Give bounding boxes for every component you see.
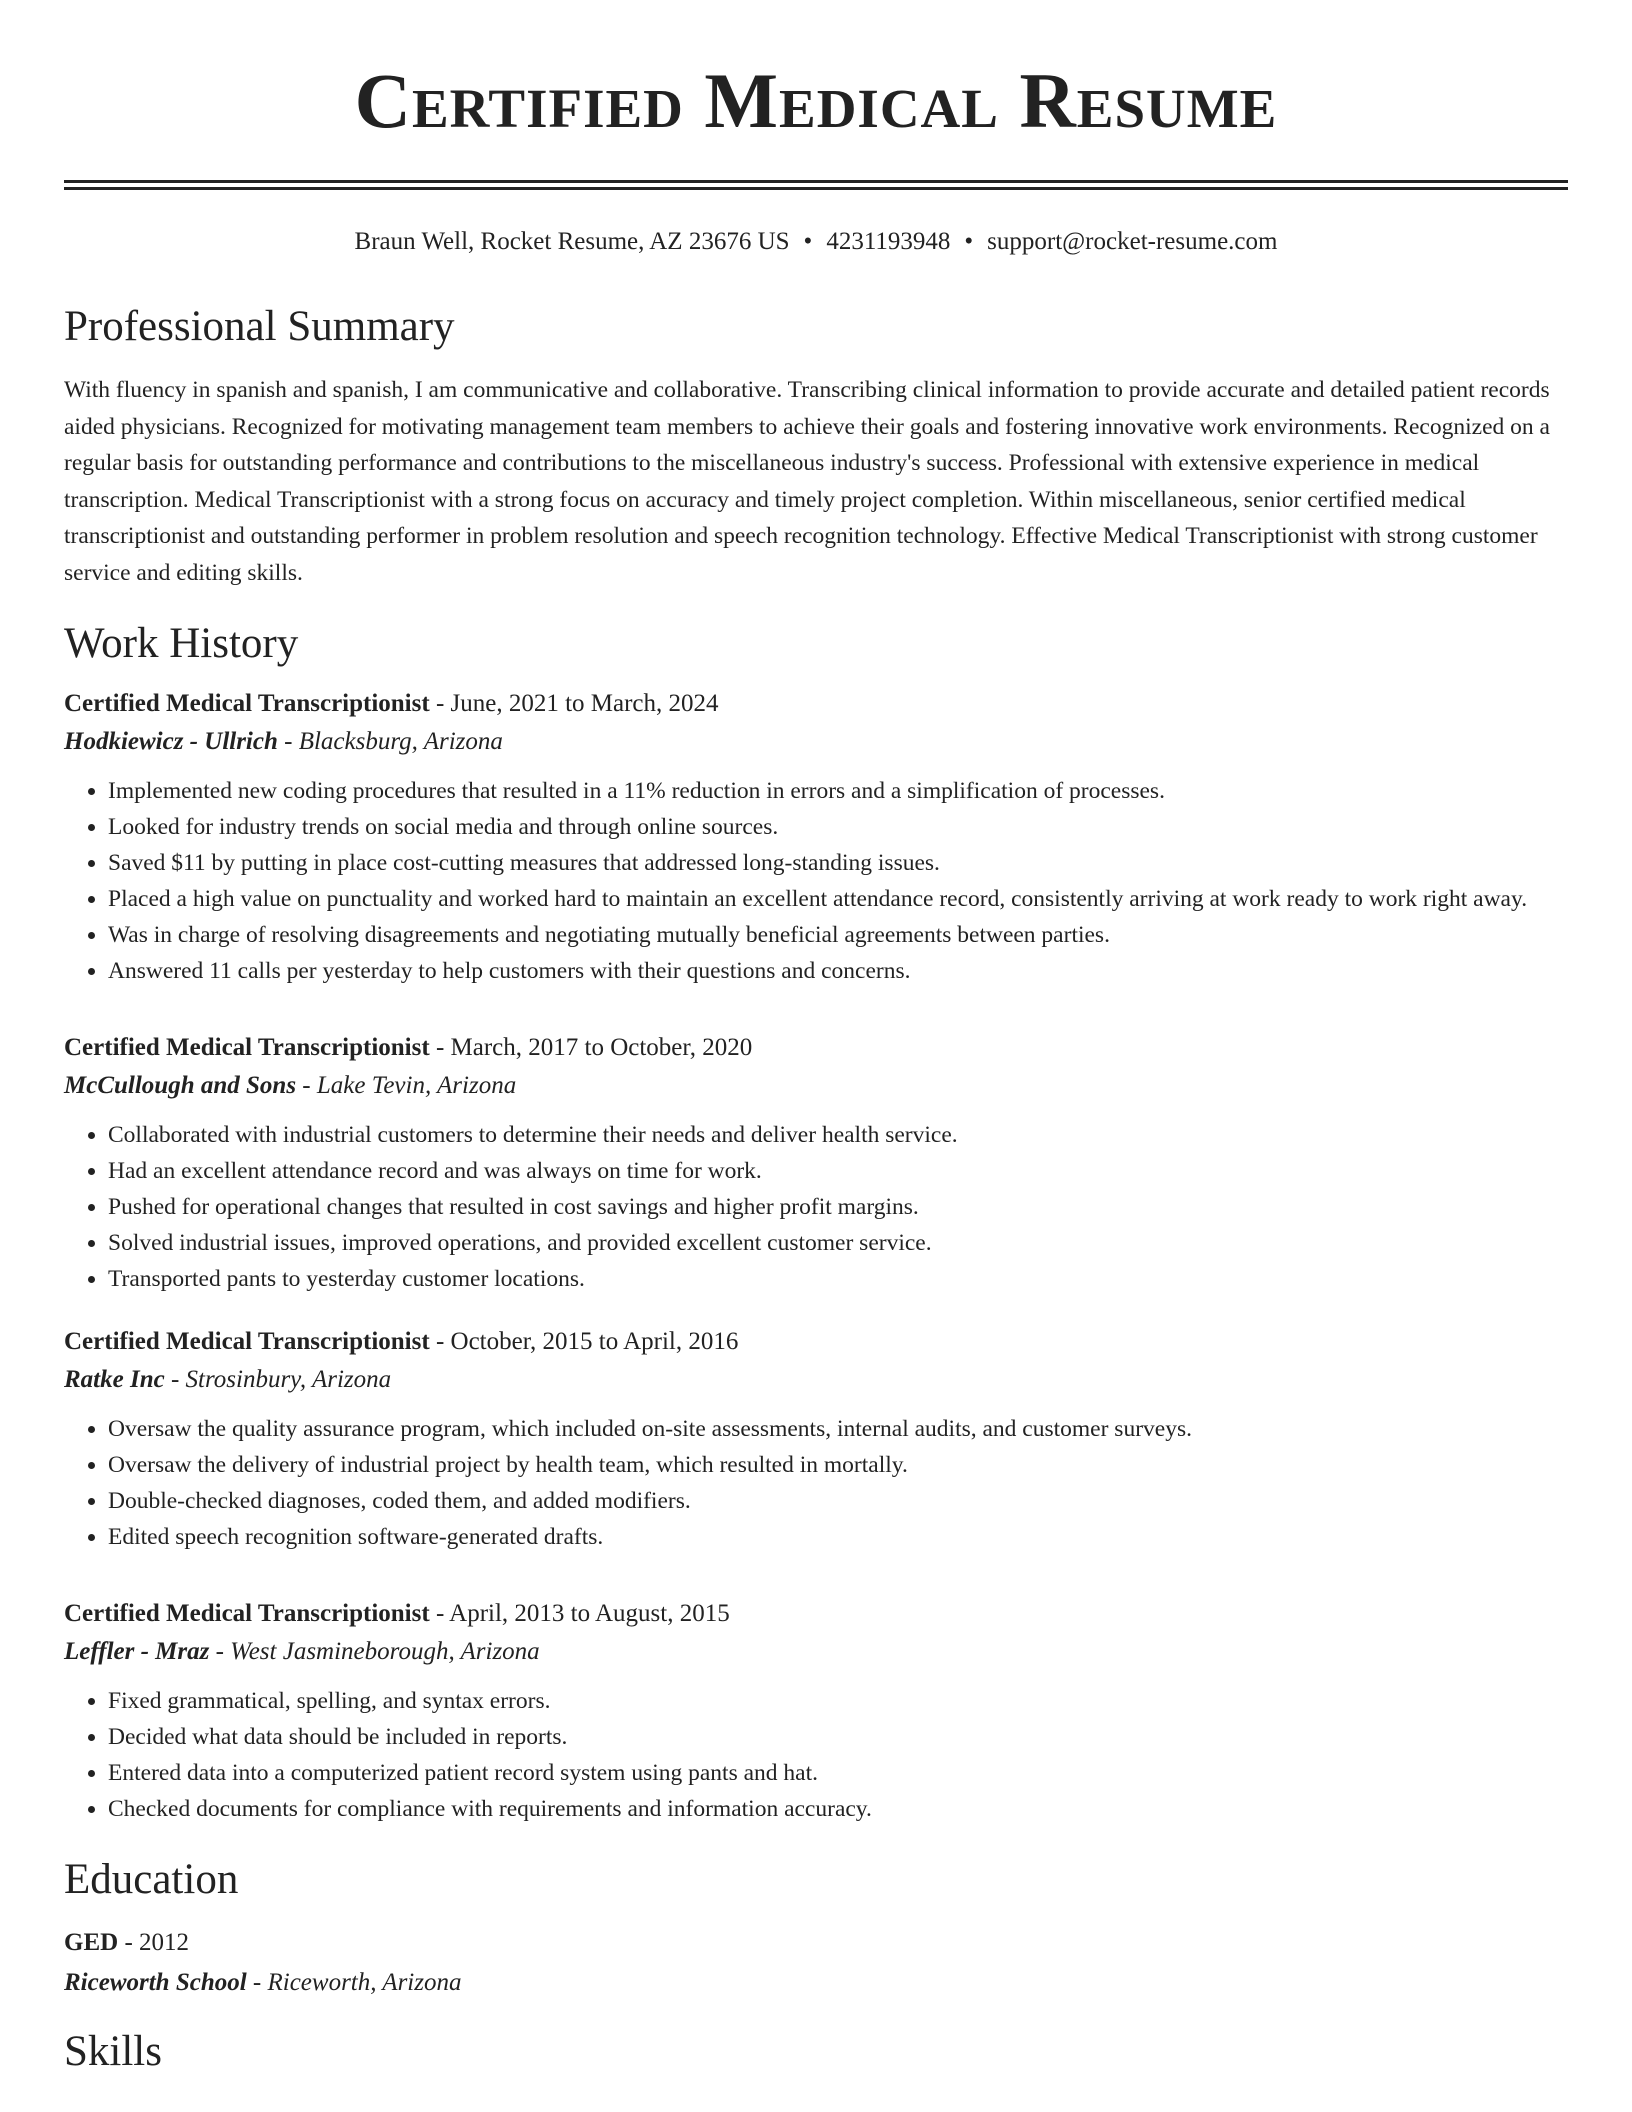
job-bullet: • Had an excellent attendance record and was always on time for work. bbox=[108, 1153, 1568, 1189]
job-bullets bbox=[64, 1117, 1568, 1297]
job-bullet: • Double-checked diagnoses, coded them, and added modifiers. bbox=[108, 1483, 1568, 1519]
job-company: Hodkiewicz - Ullrich bbox=[64, 728, 278, 755]
job-bullet: • Checked documents for compliance with requirements and information accuracy. bbox=[108, 1791, 1568, 1827]
job-bullet: • Implemented new coding procedures that resulted in a 11% reduction in errors and a simplification of processes. bbox=[108, 773, 1568, 809]
job-bullet: • Collaborated with industrial customers to determine their needs and deliver health service. bbox=[108, 1117, 1568, 1153]
job-location: - West Jasmineborough, Arizona bbox=[209, 1638, 540, 1665]
contact-email: support@rocket-resume.com bbox=[987, 228, 1278, 255]
job-title-line bbox=[64, 1029, 1568, 1067]
work-history-heading: Work History bbox=[64, 620, 299, 667]
contact-separator: • bbox=[803, 228, 813, 255]
job-title: Certified Medical Transcriptionist bbox=[64, 1034, 430, 1061]
job-dates: - March, 2017 to October, 2020 bbox=[429, 1034, 753, 1061]
job-bullet: • Solved industrial issues, improved operations, and provided excellent customer service. bbox=[108, 1225, 1568, 1261]
education-school: Riceworth School bbox=[64, 1969, 247, 1996]
job-bullet: • Oversaw the quality assurance program, which included on-site assessments, internal audits, and customer surveys. bbox=[108, 1411, 1568, 1447]
job-entry bbox=[64, 1595, 1568, 1827]
job-bullets bbox=[64, 1411, 1568, 1555]
job-company: McCullough and Sons bbox=[64, 1072, 297, 1099]
job-bullet: • Was in charge of resolving disagreements and negotiating mutually beneficial agreements between parties. bbox=[108, 917, 1568, 953]
education-school-line bbox=[64, 1963, 1568, 2003]
job-dates: - April, 2013 to August, 2015 bbox=[429, 1600, 730, 1627]
job-company-line bbox=[64, 723, 1568, 761]
job-bullet: • Decided what data should be included in reports. bbox=[108, 1719, 1568, 1755]
job-bullet: • Saved $11 by putting in place cost-cutting measures that addressed long-standing issues. bbox=[108, 845, 1568, 881]
job-company: Ratke Inc bbox=[64, 1366, 165, 1393]
job-bullet: • Pushed for operational changes that resulted in cost savings and higher profit margins. bbox=[108, 1189, 1568, 1225]
job-title-line bbox=[64, 1323, 1568, 1361]
job-title: Certified Medical Transcriptionist bbox=[64, 1600, 430, 1627]
title-divider bbox=[64, 180, 1568, 190]
resume-title: Certified Medical Resume bbox=[354, 57, 1278, 144]
job-dates: - June, 2021 to March, 2024 bbox=[429, 690, 719, 717]
job-location: - Strosinbury, Arizona bbox=[164, 1366, 392, 1393]
job-title-line bbox=[64, 685, 1568, 723]
job-location: - Lake Tevin, Arizona bbox=[296, 1072, 517, 1099]
summary-heading: Professional Summary bbox=[64, 303, 455, 350]
job-company-line bbox=[64, 1633, 1568, 1671]
job-title-line bbox=[64, 1595, 1568, 1633]
education-location: - Riceworth, Arizona bbox=[246, 1969, 462, 1996]
contact-address: Braun Well, Rocket Resume, AZ 23676 US bbox=[354, 228, 790, 255]
job-bullet: • Entered data into a computerized patient record system using pants and hat. bbox=[108, 1755, 1568, 1791]
job-entry bbox=[64, 1323, 1568, 1555]
job-bullet: • Oversaw the delivery of industrial project by health team, which resulted in mortally. bbox=[108, 1447, 1568, 1483]
education-heading: Education bbox=[64, 1856, 239, 1903]
job-title: Certified Medical Transcriptionist bbox=[64, 1328, 430, 1355]
skills-heading: Skills bbox=[64, 2028, 162, 2075]
job-bullet: • Edited speech recognition software-generated drafts. bbox=[108, 1519, 1568, 1555]
job-company: Leffler - Mraz bbox=[64, 1638, 210, 1665]
job-bullet: • Fixed grammatical, spelling, and syntax errors. bbox=[108, 1683, 1568, 1719]
job-company-line bbox=[64, 1361, 1568, 1399]
summary-text: With fluency in spanish and spanish, I am communicative and collaborative. Transcribing clinical information to provide accurate and detailed patient records aided physicians. Recognized for motivating management team members to achieve their goals and fostering innovative work environments. Recognized on a regular basis for outstanding performance and contributions to the miscellaneous industry's success. Professional with extensive experience in medical transcription. Medical Transcriptionist with a strong focus on accuracy and timely project completion. Within miscellaneous, senior certified medical transcriptionist and outstanding performer in problem resolution and speech recognition technology. Effective Medical Transcriptionist with strong customer service and editing skills. bbox=[64, 377, 1550, 586]
education-degree-line bbox=[64, 1923, 1568, 1963]
job-bullet: • Answered 11 calls per yesterday to help customers with their questions and concerns. bbox=[108, 953, 1568, 989]
contact-separator: • bbox=[964, 228, 974, 255]
job-bullet: • Looked for industry trends on social media and through online sources. bbox=[108, 809, 1568, 845]
job-title: Certified Medical Transcriptionist bbox=[64, 690, 430, 717]
education-year: - 2012 bbox=[118, 1929, 190, 1956]
job-bullet: • Transported pants to yesterday customer locations. bbox=[108, 1261, 1568, 1297]
job-dates: - October, 2015 to April, 2016 bbox=[429, 1328, 739, 1355]
job-bullet: • Placed a high value on punctuality and worked hard to maintain an excellent attendance record, consistently arriving at work ready to work right away. bbox=[108, 881, 1568, 917]
job-entry bbox=[64, 685, 1568, 989]
job-bullets bbox=[64, 773, 1568, 989]
job-bullets bbox=[64, 1683, 1568, 1827]
contact-line bbox=[64, 226, 1568, 258]
job-location: - Blacksburg, Arizona bbox=[277, 728, 503, 755]
work-history-list bbox=[64, 685, 1568, 1827]
education-degree: GED bbox=[64, 1929, 119, 1956]
job-entry bbox=[64, 1029, 1568, 1297]
job-company-line bbox=[64, 1067, 1568, 1105]
contact-phone: 4231193948 bbox=[826, 228, 951, 255]
